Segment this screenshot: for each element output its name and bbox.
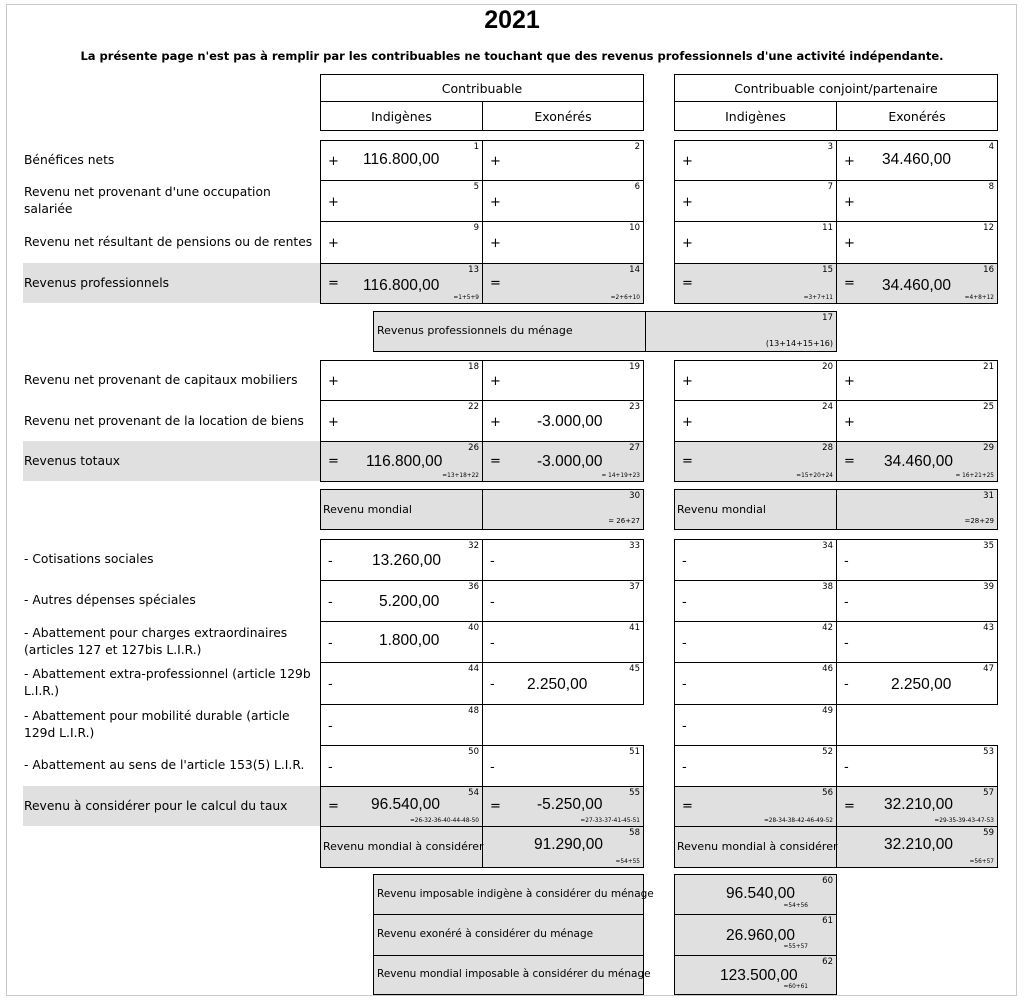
box-number: 26	[468, 443, 479, 453]
formula-note: =3+7+11	[803, 295, 833, 301]
operator-sign: -	[682, 760, 687, 775]
box-number: 57	[983, 788, 994, 798]
box-number: 48	[468, 706, 479, 716]
input-box-21[interactable]	[836, 360, 998, 401]
operator-sign: +	[328, 374, 339, 389]
input-box-35[interactable]	[836, 539, 998, 581]
header-indigenes-conjoint: Indigènes	[674, 101, 837, 131]
box-number: 44	[468, 664, 479, 674]
value-box-29: 34.460,00	[884, 453, 953, 470]
box-label: Revenus professionnels du ménage	[377, 324, 573, 337]
summary-label-mondial	[373, 955, 651, 995]
operator-sign: -	[328, 636, 333, 651]
box-number: 4	[988, 142, 994, 152]
box-number: 34	[822, 541, 833, 551]
label-revenu-calcul-taux: Revenu à considérer pour le calcul du taux	[24, 798, 288, 813]
box-number: 49	[822, 706, 833, 716]
operator-sign: -	[490, 677, 495, 692]
box-number: 56	[822, 788, 833, 798]
formula-note: =15+20+24	[796, 473, 833, 479]
operator-sign: =	[490, 276, 501, 291]
box-number: 61	[822, 916, 833, 926]
label-cotisations-sociales: - Cotisations sociales	[24, 552, 154, 566]
operator-sign: +	[490, 154, 501, 169]
formula-note: =54+56	[783, 903, 808, 909]
label-article-153: - Abattement au sens de l'article 153(5) L.I.R.	[24, 758, 305, 772]
total-box-55	[482, 786, 644, 827]
value-box-27: -3.000,00	[537, 453, 603, 470]
box-number: 52	[822, 747, 833, 757]
box-number: 59	[983, 828, 994, 838]
box-number: 3	[827, 142, 833, 152]
input-box-8[interactable]	[836, 180, 998, 222]
value-box-23: -3.000,00	[537, 413, 603, 430]
value-box-1: 116.800,00	[363, 151, 440, 168]
operator-sign: -	[490, 760, 495, 775]
box-number: 45	[629, 664, 640, 674]
value-box-55: -5.250,00	[537, 796, 603, 813]
operator-sign: -	[844, 760, 849, 775]
input-box-52[interactable]	[674, 745, 837, 787]
input-box-5[interactable]	[320, 180, 483, 222]
operator-sign: =	[682, 799, 693, 814]
box-number: 14	[629, 265, 640, 275]
box-label: Revenu exonéré à considérer du ménage	[377, 928, 594, 940]
box-number: 62	[822, 957, 833, 967]
operator-sign: -	[682, 719, 687, 734]
input-box-6[interactable]	[482, 180, 644, 222]
summary-box-60	[674, 874, 837, 915]
summary-box-61	[674, 914, 837, 956]
formula-note: =28-34-38-42-46-49-52	[763, 818, 833, 824]
input-box-47[interactable]	[836, 662, 998, 705]
box-number: 46	[822, 664, 833, 674]
operator-sign: =	[844, 799, 855, 814]
formula-note: =13+18+22	[442, 473, 479, 479]
input-box-40[interactable]	[320, 621, 483, 663]
formula-note: =56+57	[969, 859, 994, 865]
operator-sign: =	[682, 276, 693, 291]
input-box-11[interactable]	[674, 221, 837, 264]
label-revenus-professionnels: Revenus professionnels	[24, 275, 170, 290]
operator-sign: +	[682, 374, 693, 389]
box-number: 1	[473, 142, 479, 152]
input-box-24[interactable]	[674, 400, 837, 442]
box-number: 8	[988, 182, 994, 192]
input-box-1[interactable]	[320, 140, 483, 181]
label-occupation-salariee: Revenu net provenant d'une occupation salariée	[24, 185, 271, 216]
box-number: 15	[822, 265, 833, 275]
input-box-36[interactable]	[320, 580, 483, 622]
header-conjoint: Contribuable conjoint/partenaire	[674, 74, 998, 102]
box-number: 32	[468, 541, 479, 551]
input-box-3[interactable]	[674, 140, 837, 181]
box-number: 6	[634, 182, 640, 192]
operator-sign: -	[844, 554, 849, 569]
total-box-30: Revenu mondial 30 = 26+27	[320, 489, 644, 530]
operator-sign: +	[490, 374, 501, 389]
operator-sign: =	[844, 454, 855, 469]
input-box-19[interactable]	[482, 360, 644, 401]
operator-sign: +	[844, 236, 855, 251]
summary-box-62	[674, 955, 837, 995]
input-box-46[interactable]	[674, 662, 837, 705]
summary-label-indigene	[373, 874, 654, 915]
box-number: 38	[822, 582, 833, 592]
box-number: 37	[629, 582, 640, 592]
total-box-15	[674, 263, 837, 304]
total-box-31: Revenu mondial 31 =28+29	[674, 489, 998, 530]
header-exoneres-contribuable: Exonérés	[482, 101, 644, 131]
value-box-58: 91.290,00	[534, 836, 603, 853]
box-number: 55	[629, 788, 640, 798]
box-number: 33	[629, 541, 640, 551]
input-box-42[interactable]	[674, 621, 837, 663]
total-box-59	[674, 826, 998, 868]
box-number: 53	[983, 747, 994, 757]
operator-sign: =	[328, 276, 339, 291]
formula-note: =26-32-36-40-44-48-50	[409, 818, 479, 824]
input-box-48[interactable]	[320, 704, 483, 746]
box-label: Revenu imposable indigène à considérer du ménage	[377, 888, 654, 900]
input-box-38[interactable]	[674, 580, 837, 622]
input-box-34[interactable]	[674, 539, 837, 581]
label-revenus-totaux: Revenus totaux	[24, 453, 121, 468]
box-number: 21	[983, 362, 994, 372]
value-box-47: 2.250,00	[891, 676, 952, 693]
box-number: 9	[473, 223, 479, 233]
input-box-4[interactable]	[836, 140, 998, 181]
box-number: 51	[629, 747, 640, 757]
input-box-2[interactable]	[482, 140, 644, 181]
total-box-56	[674, 786, 837, 827]
formula-note: =29-35-39-43-47-53	[934, 818, 994, 824]
box-number: 40	[468, 623, 479, 633]
input-box-9[interactable]	[320, 221, 483, 264]
label-charges-extraordinaires: - Abattement pour charges extraordinaires (articles 127 et 127bis L.I.R.)	[24, 625, 288, 657]
total-box-13	[320, 263, 483, 304]
box-number: 19	[629, 362, 640, 372]
value-box-61: 26.960,00	[726, 927, 795, 944]
total-box-14	[482, 263, 644, 304]
box-label: Revenu mondial	[677, 503, 766, 516]
header-exoneres-conjoint: Exonérés	[836, 101, 998, 131]
operator-sign: =	[490, 799, 501, 814]
total-box-29	[836, 441, 998, 482]
box-number: 39	[983, 582, 994, 592]
operator-sign: +	[844, 154, 855, 169]
operator-sign: +	[328, 415, 339, 430]
operator-sign: +	[682, 195, 693, 210]
box-number: 43	[983, 623, 994, 633]
operator-sign: =	[328, 799, 339, 814]
form-subtitle: La présente page n'est pas à remplir par les contribuables ne touchant que des revenus professionnels d'une activité indépendante.	[80, 49, 944, 63]
formula-note: =55+57	[783, 944, 808, 950]
operator-sign: -	[490, 554, 495, 569]
operator-sign: -	[682, 595, 687, 610]
input-box-20[interactable]	[674, 360, 837, 401]
box-number: 20	[822, 362, 833, 372]
value-box-26: 116.800,00	[366, 453, 443, 470]
operator-sign: -	[328, 595, 333, 610]
box-number: 58	[629, 828, 640, 838]
value-box-4: 34.460,00	[882, 151, 951, 168]
value-box-54: 96.540,00	[371, 796, 440, 813]
box-number: 42	[822, 623, 833, 633]
operator-sign: -	[490, 595, 495, 610]
input-box-53[interactable]	[836, 745, 998, 787]
value-box-60: 96.540,00	[726, 885, 795, 902]
formula-note: =60+61	[783, 984, 808, 990]
value-box-45: 2.250,00	[527, 676, 588, 693]
operator-sign: -	[328, 554, 333, 569]
operator-sign: -	[328, 677, 333, 692]
total-box-28	[674, 441, 837, 482]
operator-sign: =	[682, 454, 693, 469]
value-box-40: 1.800,00	[379, 632, 440, 649]
input-box-12[interactable]	[836, 221, 998, 264]
label-autres-depenses: - Autres dépenses spéciales	[24, 593, 196, 607]
summary-label-exonere	[373, 914, 644, 956]
value-box-59: 32.210,00	[884, 836, 953, 853]
value-box-16: 34.460,00	[882, 277, 951, 294]
input-box-7[interactable]	[674, 180, 837, 222]
input-box-25[interactable]	[836, 400, 998, 442]
total-box-27	[482, 441, 644, 482]
operator-sign: +	[490, 195, 501, 210]
operator-sign: -	[490, 636, 495, 651]
operator-sign: +	[490, 236, 501, 251]
formula-note: =2+6+10	[610, 295, 640, 301]
box-number: 23	[629, 402, 640, 412]
box-number: 12	[983, 223, 994, 233]
input-box-45[interactable]	[482, 662, 644, 705]
box-number: 11	[822, 223, 833, 233]
operator-sign: -	[682, 554, 687, 569]
box-number: 36	[468, 582, 479, 592]
box-number: 29	[983, 443, 994, 453]
value-box-32: 13.260,00	[372, 552, 441, 569]
total-box-58	[320, 826, 644, 868]
total-box-54	[320, 786, 483, 827]
value-box-57: 32.210,00	[884, 796, 953, 813]
header-contribuable: Contribuable	[320, 74, 644, 102]
box-number: 31	[983, 491, 994, 501]
operator-sign: =	[328, 454, 339, 469]
formula-note: =4+8+12	[964, 295, 994, 301]
input-box-43[interactable]	[836, 621, 998, 663]
operator-sign: +	[328, 154, 339, 169]
input-box-37[interactable]	[482, 580, 644, 622]
box-label: Revenu mondial	[323, 503, 412, 516]
box-number: 50	[468, 747, 479, 757]
operator-sign: +	[844, 374, 855, 389]
label-mobilite-durable: - Abattement pour mobilité durable (article 129d L.I.R.)	[24, 708, 290, 740]
header-indigenes-contribuable: Indigènes	[320, 101, 483, 131]
label-location-biens: Revenu net provenant de la location de biens	[24, 413, 304, 428]
label-pensions-rentes: Revenu net résultant de pensions ou de rentes	[24, 234, 313, 249]
box-number: 7	[827, 182, 833, 192]
box-number: 41	[629, 623, 640, 633]
input-box-44[interactable]	[320, 662, 483, 705]
input-box-50[interactable]	[320, 745, 483, 787]
formula-note: =54+55	[615, 859, 640, 865]
input-box-41[interactable]	[482, 621, 644, 663]
box-label: Revenu mondial à considérer	[323, 840, 484, 853]
operator-sign: -	[328, 760, 333, 775]
label-benefices-nets: Bénéfices nets	[24, 152, 115, 167]
box-number: 16	[983, 265, 994, 275]
value-box-62: 123.500,00	[720, 967, 798, 984]
operator-sign: +	[328, 236, 339, 251]
box-number: 13	[468, 265, 479, 275]
formula-note: = 14+19+23	[601, 473, 640, 479]
input-box-23[interactable]	[482, 400, 644, 442]
box-number: 2	[634, 142, 640, 152]
box-number: 60	[822, 876, 833, 886]
operator-sign: =	[490, 454, 501, 469]
value-box-36: 5.200,00	[379, 593, 440, 610]
input-box-22[interactable]	[320, 400, 483, 442]
operator-sign: -	[844, 677, 849, 692]
operator-sign: +	[682, 415, 693, 430]
operator-sign: +	[844, 415, 855, 430]
total-box-16	[836, 263, 998, 304]
box-number: 5	[473, 182, 479, 192]
input-box-10[interactable]	[482, 221, 644, 264]
operator-sign: -	[328, 719, 333, 734]
operator-sign: -	[844, 595, 849, 610]
input-box-33[interactable]	[482, 539, 644, 581]
input-box-51[interactable]	[482, 745, 644, 787]
box-number: 54	[468, 788, 479, 798]
box-number: 24	[822, 402, 833, 412]
operator-sign: =	[844, 276, 855, 291]
label-capitaux-mobiliers: Revenu net provenant de capitaux mobiliers	[24, 372, 298, 387]
box-label: Revenu mondial à considérer	[677, 840, 838, 853]
operator-sign: +	[682, 154, 693, 169]
box-number: 47	[983, 664, 994, 674]
operator-sign: -	[844, 636, 849, 651]
box-number: 28	[822, 443, 833, 453]
operator-sign: +	[490, 415, 501, 430]
box-number: 18	[468, 362, 479, 372]
box-number: 10	[629, 223, 640, 233]
form-year-title: 2021	[484, 6, 540, 34]
value-box-13: 116.800,00	[363, 277, 440, 294]
box-number: 22	[468, 402, 479, 412]
formula-note: =1+5+9	[453, 295, 479, 301]
operator-sign: +	[682, 236, 693, 251]
total-box-17: Revenus professionnels du ménage 17 (13+14+15+16)	[373, 311, 837, 352]
label-extra-professionnel: - Abattement extra-professionnel (article 129b L.I.R.)	[24, 666, 311, 698]
operator-sign: +	[844, 195, 855, 210]
input-box-32[interactable]	[320, 539, 483, 581]
input-box-18[interactable]	[320, 360, 483, 401]
total-box-57	[836, 786, 998, 827]
box-number: 17	[822, 313, 833, 323]
box-number: 27	[629, 443, 640, 453]
box-number: 25	[983, 402, 994, 412]
total-box-26	[320, 441, 483, 482]
box-label: Revenu mondial imposable à considérer du ménage	[377, 968, 651, 980]
operator-sign: -	[682, 677, 687, 692]
operator-sign: +	[328, 195, 339, 210]
formula-note: =27-33-37-41-45-51	[580, 818, 640, 824]
input-box-49[interactable]	[674, 704, 837, 746]
operator-sign: -	[682, 636, 687, 651]
input-box-39[interactable]	[836, 580, 998, 622]
formula-note: = 16+21+25	[955, 473, 994, 479]
box-number: 30	[629, 491, 640, 501]
box-number: 35	[983, 541, 994, 551]
